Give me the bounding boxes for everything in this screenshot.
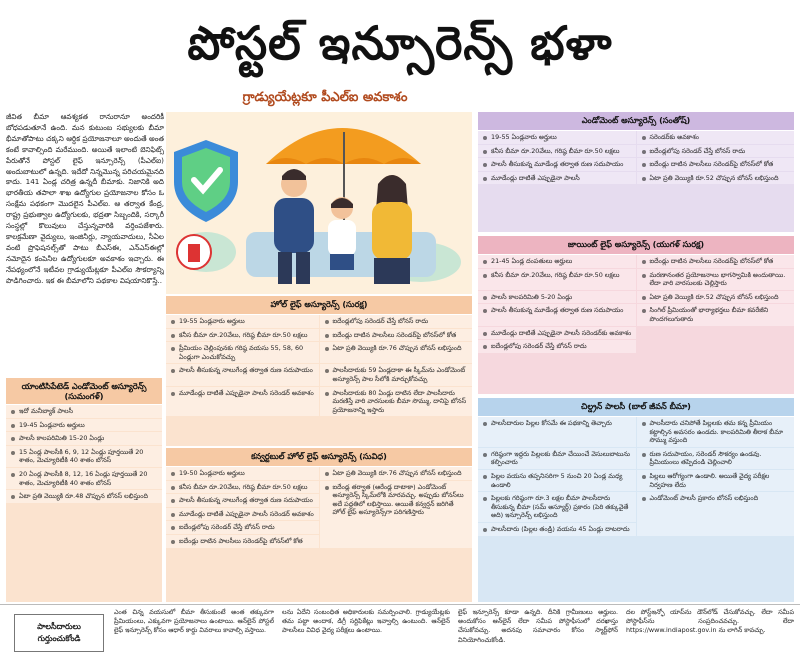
list-item: పిల్లలు ఆరోగ్యంగా ఉండాలి. అయితే వైద్య పరీక్షల నిర్వహణ లేదు (637, 470, 795, 491)
list-item: ఐదేండ్లు దాటిన పాలసీలు సరెండర్‌పై బోనస్‌లో కోత (637, 158, 795, 171)
list-item: 20 ఏండ్ల పాలసీకి 8, 12, 16 ఏండ్లు పూర్తయితే 20 శాతం, మెచ్యూరిటీకి 40 శాతం బోనస్ (6, 468, 162, 489)
page-title: పోస్టల్ ఇన్సూరెన్స్ భళా (187, 16, 613, 70)
family-umbrella-shield-illustration (166, 112, 472, 294)
list-item: 21-45 ఏండ్ల దంపతులు అర్హులు (478, 255, 636, 268)
list-item: పాలసీదారుకు 80 ఏండ్లు దాటిన లేదా పాలసీదారు మరణిస్తే వారి వారసులకు బీమా సొమ్ము, దానిపై బోనస్ ప్రయోజనాన్ని ఇస్తారు (320, 387, 473, 417)
list-item: ఐదేండ్లలోపు సరెండర్ చేస్తే బోనస్ రాదు (478, 340, 636, 353)
list-item: ఐదేండ్ల తర్వాత (ఆరేండ్ల దాటాకా) ఎండోమెంట్ అస్యూరెన్స్ స్కీమ్‌లోకి మారవచ్చు. అప్పుడు బోనస్‌లు అదే పద్ధతిలో లభిస్తాయి. అయితే కన్వర్షన్ జరిగితే హోల్ లైఫ్ అస్యూరెన్స్‌గా పరిగణిస్తారు (320, 481, 473, 548)
card-santosh (478, 112, 794, 232)
list-item: ఎండోమెంట్ పాలసీ ప్రకారం బోనస్ లభిస్తుంది (637, 492, 795, 535)
card-yugal-suraksha (478, 236, 794, 394)
list-item: పాలసీ తీసుకున్న నాలుగేండ్ల తర్వాత రుణ సదుపాయం (166, 494, 319, 507)
card-suvidha-title: కన్వర్టబుల్ హోల్ లైఫ్ అస్యూరెన్స్ (సువిధ) (166, 448, 472, 467)
list-item: ఏటా ప్రతి వెయ్యికి రూ.52 చొప్పున బోనస్ లభిస్తుంది (637, 291, 795, 304)
list-item: కనీస బీమా రూ.20వేలు, గరిష్ఠ బీమా రూ.50 లక్షలు (478, 269, 636, 290)
list-item: రుణ సదుపాయం, సరెండర్ సౌకర్యం ఉండవు. ప్రీమియంలు తప్పిదండి చెల్లించాలి (637, 448, 795, 469)
card-suvidha-items (166, 467, 472, 548)
card-sumangal-items (6, 405, 162, 503)
list-item: 19-55 ఏండ్లవారు అర్హులు (478, 131, 636, 144)
list-item: కనీస బీమా రూ.20వేలు, గరిష్ఠ బీమా రూ.50 లక్షలు (166, 329, 319, 342)
list-item: పిల్లలకు గరిష్ఠంగా రూ.3 లక్షల బీమా పాలసీదారు తీసుకున్న బీమా (సమ్ అస్యూర్డ్) ప్రకారం (పెరి తక్కువైతే అది) ఇన్సూరెన్స్ లభిస్తుంది (478, 492, 636, 522)
list-item: 19-50 ఏండ్లవారు అర్హులు (166, 467, 319, 480)
list-item: గరిష్ఠంగా ఇద్దరు పిల్లలకు బీమా చేయించే వెసులుబాటును కల్పించారు (478, 448, 636, 469)
card-suraksha (166, 296, 472, 446)
list-item: మూడేండ్లు దాటితే ఎప్పుడైనా పాలసీ (478, 172, 636, 185)
card-suvidha (166, 448, 472, 602)
family-illustration (166, 112, 472, 294)
list-item: 19-55 ఏండ్లవారు అర్హులు (166, 315, 319, 328)
list-item: కనీస బీమా రూ.20వేలు, గరిష్ఠ బీమా రూ.50 లక్షలు (166, 481, 319, 494)
page-subtitle: గ్రాడ్యుయేట్లకూ పీఎల్ఐ అవకాశం (242, 90, 408, 105)
card-suraksha-title: హోల్ లైఫ్ అస్యూరెన్స్ (సురక్ష) (166, 296, 472, 315)
list-item: పిల్లల వయసు తప్పనిసరిగా 5 నుంచి 20 ఏండ్ల మధ్య ఉండాలి (478, 470, 636, 491)
card-yugal-items (478, 255, 794, 353)
list-item: పాలసీదారు చనిపోతే పిల్లలకు తమ కన్న ప్రీమియం కట్టాల్సిన అవసరం ఉండదు. కాలపరిమితి తీరాక బీమా సొమ్ము వస్తుంది (637, 417, 795, 447)
tip-label-box: పాలసీదారులు గుర్తుంచుకోండి (14, 614, 104, 652)
list-item: పాలసీ తీసుకున్న మూడేండ్ల తర్వాత రుణ సదుపాయం (478, 158, 636, 171)
card-bal-jeevan-items (478, 417, 794, 536)
card-bal-jeevan-title: చిల్డ్రన్ పాలసీ (బాల్ జీవన్ బీమా) (478, 398, 794, 417)
list-item: పాలసీ కాలపరిమితి 5-20 ఏండ్లు (478, 291, 636, 304)
footer-column-1: ఎంత చిన్న వయసులో బీమా తీసుకుంటే అంత తక్కువగా ప్రీమియంలు, ఎక్కువగా ప్రయోజనాలు ఉంటాయి. ఆన్‌లైన్ పోస్టల్ లైఫ్ ఇన్సూరెన్స్ కోసం ఆధార్ కార్డు వివరాలు కావాల్సి వస్తాయి. (114, 608, 274, 635)
card-bal-jeevan (478, 398, 794, 602)
list-item: ఐదేండ్లలోపు సరెండర్ చేస్తే బోనస్ రాదు (166, 521, 319, 534)
card-santosh-title: ఎండోమెంట్ అస్యూరెన్స్ (సంతోష్) (478, 112, 794, 131)
list-item: కనీస బీమా రూ.20వేలు, గరిష్ఠ బీమా రూ.50 లక్షలు (478, 145, 636, 158)
list-item: ప్రీమియం చెల్లింపునకు గరిష్ఠ వయసు 55, 58, 60 ఏండ్లుగా ఎంచుకోవచ్చు (166, 342, 319, 363)
list-item: ఐదేండ్లు దాటిన పాలసీలు సరెండర్‌పై బోనస్‌లో కోత (166, 535, 319, 548)
card-yugal-title: జాయింట్ లైఫ్ అస్యూరెన్స్ (యుగళ్ సురక్ష) (478, 236, 794, 255)
list-item: మూడేండ్లు దాటితే ఎప్పుడైనా పాలసీ సరెండర్ అవకాశం (166, 508, 319, 521)
intro-paragraph: జీవిత బీమా ఆవశ్యకత రానురానూ అందరికీ బోధపడుతూనే ఉంది. మన కుటుంబ సభ్యులకు బీమా భీమాతోపాటు చక్కని ఆర్థిక ప్రయోజనాలూ అందుతే అంత కంటే కావాల్సింది మరేముంది. అయితే ఇలాంటి బెనిఫిట్స్ పేరుతోనే పోస్టల్ లైఫ్ ఇన్సూరెన్స్ (పీఎల్ఐ) అందుబాటులో ఉన్నది. ఇదేదో నిన్నమొన్న పరిచయమైనది కాదు. 141 ఏండ్ల చరిత్ర ఉన్నదీ బీమాకు. నిజానికి అది భారతీయ తపాలా శాఖ ఉద్యోగుల ప్రయోజనాల కోసం ఓ సంక్షేమ పథకంగా మొదలైన పీఎల్ఐ. ఆ తర్వాత కేంద్ర, రాష్ట్ర ప్రభుత్వాల ఉద్యోగులకు, భద్రతా సిబ్బందికి, సర్కారీ సంస్థల్లో కొలువులు చేస్తున్నవారికి వర్తింపజేశారు. కాలక్రమేణా వైద్యులు, ఇంజినీర్లు, న్యాయవాదులు, సీఏల వంటి ప్రొఫెషనల్స్‌తో పాటు బీఎస్ఈ, ఎన్ఎస్ఈల్లో నమోదైన కంపెనీల ఉద్యోగులకూ అవకాశం ఇచ్చారు. ఈ నేపథ్యంలోనే ఇటీవల గ్రాడ్యుయేట్లకూ పీఎల్ఐ సౌకర్యాన్ని పొడిగించారు. ఇక ఈ బీమాలోని పథకాల విషయానికొస్తే.. (6, 112, 164, 285)
list-item: ఐదేండ్లు దాటిన పాలసీలు సరెండర్‌పై బోనస్‌లో కోత (320, 329, 473, 342)
card-santosh-items (478, 131, 794, 184)
list-item: 19-45 ఏండ్లవారు అర్హులు (6, 419, 162, 432)
list-item: మూడేండ్లు దాటితే ఎప్పుడైనా పాలసీ సరెండర్‌కు అవకాశం (478, 327, 636, 340)
list-item: మూడేండ్లు దాటితే ఎప్పుడైనా పాలసీ సరెండర్ అవకాశం (166, 387, 319, 417)
list-item: పాలసీ తీసుకున్న నాలుగేండ్ల తర్వాత రుణ సదుపాయం (166, 364, 319, 385)
list-item: పాలసీదారుల పిల్లల కోసమే ఈ పథకాన్ని తెచ్చారు (478, 417, 636, 447)
footer-column-2: లను ఏదేని సంబంధిత అధికారులకు సమర్పించాలి. గ్రాడ్యుయేట్లకు తమ పట్టా అందాక, డిగ్రీ సర్టిఫికేట్లు ఇవ్వాల్సి ఉంటుంది. ఆన్‌లైన్ పాలసీలు వివిధ వైద్య పరీక్షలు ఉంటాయి. (282, 608, 450, 635)
list-item: పాలసీ తీసుకున్న మూడేండ్ల తర్వాత రుణ సదుపాయం (478, 304, 636, 325)
list-item: సింగిల్ ప్రీమియంతో భార్యాభర్తలు బీమా కవరేజీని పొందగలుగుతారు (637, 304, 795, 325)
list-item: సరెండర్‌కు అవకాశం (637, 131, 795, 144)
list-item: పాలసీదారుకు 59 ఏండ్లదాకా ఈ స్కీమ్‌ను ఎండోమెంట్ అస్యూరెన్స్ పాల సీలోకి మార్చుకోవచ్చు (320, 364, 473, 385)
list-item: పాలసీ కాలపరిమితి 15-20 ఏండ్లు (6, 432, 162, 445)
list-item: ఐదేండ్లు దాటిన పాలసీలు సరెండర్‌పై బోనస్‌లో కోత (637, 255, 795, 268)
card-sumangal (6, 378, 162, 602)
list-item: ఐదేండ్లలోపు సరెండర్ చేస్తే బోనస్ రాదు (320, 315, 473, 328)
list-item: ఏటా ప్రతి వెయ్యికి రూ.76 చొప్పున బోనస్ లభిస్తుంది (320, 342, 473, 363)
list-item: ఏటా ప్రతి వెయ్యికి రూ.48 చొప్పున బోనస్ లభిస్తుంది (6, 490, 162, 503)
list-item: మరణానంతర ప్రయోజనాలు భాగస్వామికి అందుతాయి. లేదా వారి వారసులకు చెల్లిస్తారు (637, 269, 795, 290)
list-item: పాలసీదారు (పిల్లల తండ్రి) వయసు 45 ఏండ్లు దాటరాదు (478, 523, 636, 536)
list-item: ఇదో మనీబ్యాక్ పాలసీ (6, 405, 162, 418)
card-sumangal-title: యాంటిసిపేటెడ్ ఎండోమెంట్ అస్యూరెన్స్ (సుమంగళ్) (6, 378, 162, 405)
list-item: 15 ఏండ్ల పాలసీకి 6, 9, 12 ఏండ్లు పూర్తయితే 20 శాతం, మెచ్యూరిటీకి 40 శాతం బోనస్ (6, 446, 162, 467)
list-item: ఏటా ప్రతి వెయ్యికి రూ.52 చొప్పున బోనస్ లభిస్తుంది (637, 172, 795, 185)
list-item: ఐదేండ్లలోపు సరెండర్ చేస్తే బోనస్ రాదు (637, 145, 795, 158)
footer-column-3: లైఫ్ ఇన్సూరెన్స్ కూడా ఉన్నది. దీనికి గ్రామీణులు అర్హులు. అందుకోసం ఆన్‌లైన్ లేదా సమీప పోస్టాఫీసులో దరఖాస్తు చేసుకోవచ్చు. అదనపు సమాచారం కోసం స్మార్ట్‌ఫోన్ వినియోగించుకోండి. (458, 608, 618, 644)
card-suraksha-items (166, 315, 472, 416)
list-item: ఏటా ప్రతి వెయ్యికి రూ.76 చొప్పున బోనస్ లభిస్తుంది (320, 467, 473, 480)
footer-column-4: దల పోస్ట్‌ఇన్ఫో యాప్‌ను డౌన్‌లోడ్ చేసుకోవచ్చు. లేదా సమీప పోస్టాఫీస్‌ను సంప్రదించవచ్చు. లేదా https://www.indiapost.gov.in ను లాగిన్ కావచ్చు. (626, 608, 794, 635)
